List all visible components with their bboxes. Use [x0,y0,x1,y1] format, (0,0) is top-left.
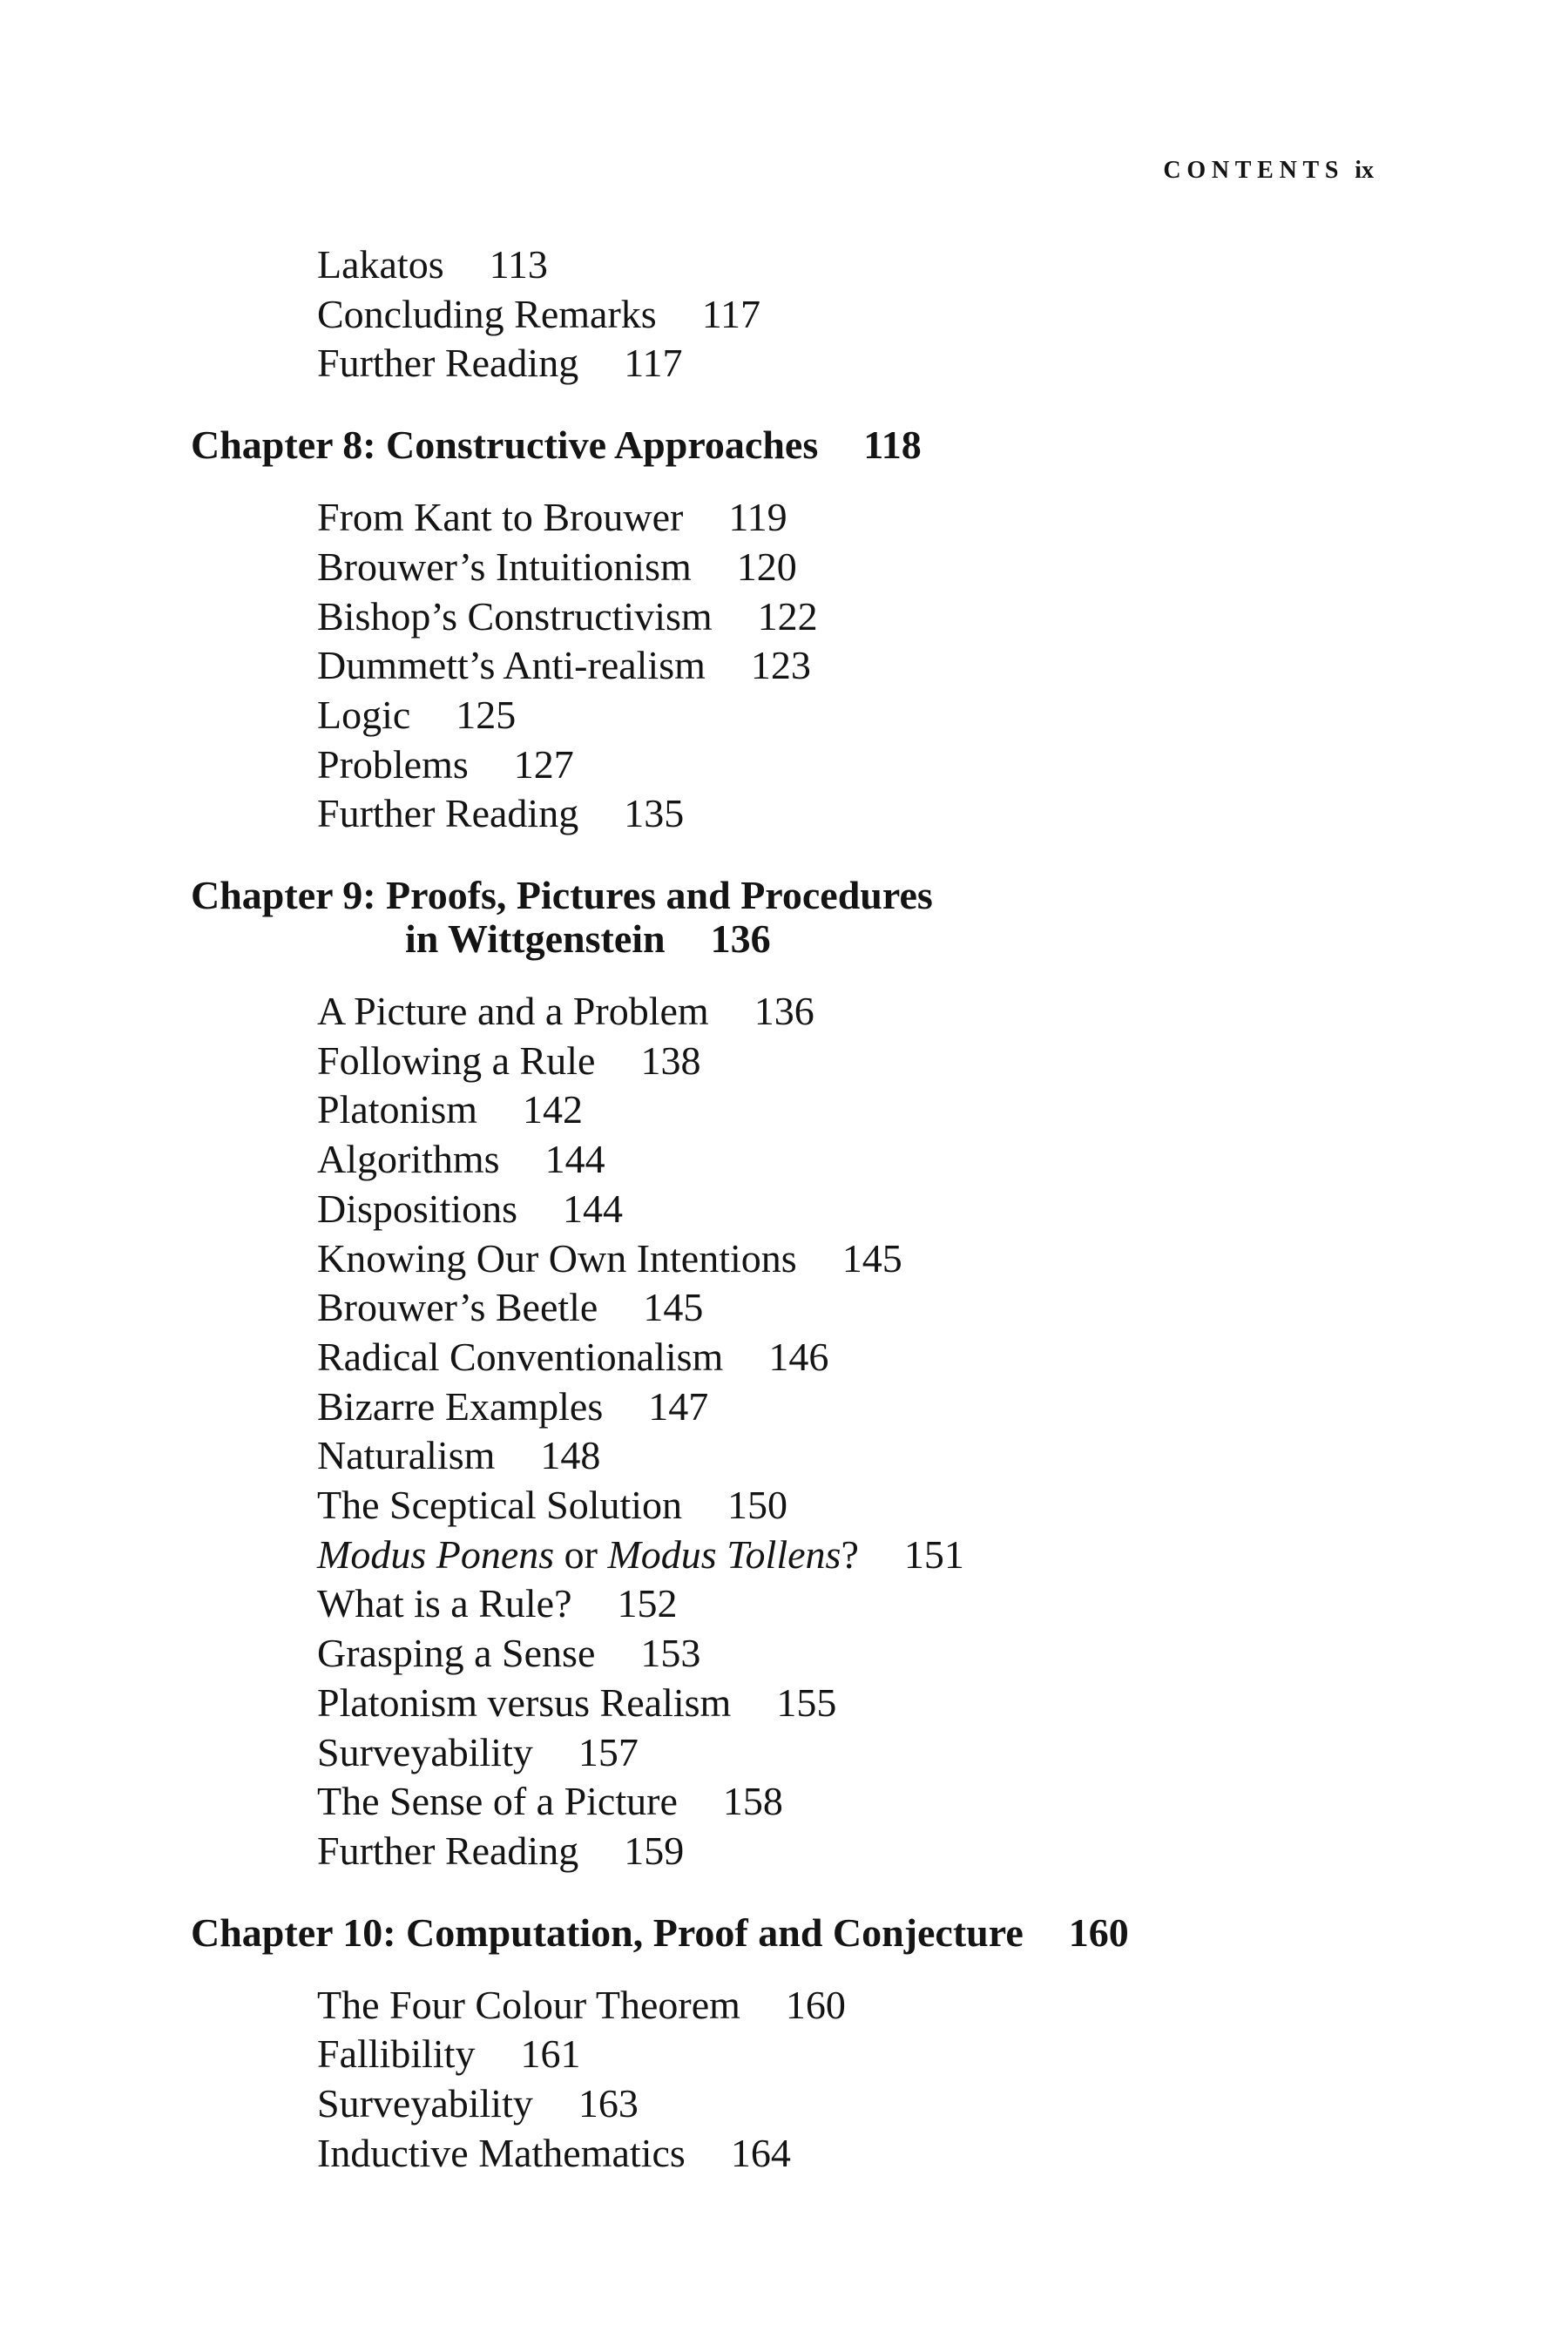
toc-entry-page: 153 [640,1631,701,1676]
toc-entry [317,1234,1568,1284]
toc-entry [317,1679,1568,1728]
chapter-page: 160 [1068,1909,1129,1955]
toc-entry [317,1382,1568,1432]
toc-entry [317,1333,1568,1382]
toc-entry [317,290,1568,340]
toc-entry-title: The Sense of a Picture [317,1779,678,1824]
toc-entry-list [317,1981,1568,2179]
toc-entry-page: 135 [624,791,685,836]
chapter-title: Chapter 9: Proofs, Pictures and Procedures [191,873,933,918]
toc-entry-page: 158 [722,1779,783,1824]
toc-entry-title: The Sceptical Solution [317,1483,683,1528]
toc-entry-page: 157 [578,1729,639,1774]
toc-entry [317,1981,1568,2031]
toc-entry-title: Logic [317,692,411,737]
toc-entry-title: Lakatos [317,242,444,287]
toc-entry [317,1777,1568,1827]
toc-entry-title: Following a Rule [317,1037,596,1083]
toc-entry [317,691,1568,740]
toc-entry [317,592,1568,642]
toc-entry-page: 151 [903,1531,964,1577]
toc-entry [317,1037,1568,1086]
toc-entry-page: 123 [750,643,811,688]
toc-entry [317,1728,1568,1778]
toc-entry-list [317,240,1568,389]
toc-entry-title: Further Reading [317,341,579,386]
running-head [1163,157,1374,185]
toc-entry-page: 159 [624,1828,685,1873]
toc-entry-title: Knowing Our Own Intentions [317,1235,797,1281]
chapter-page: 118 [863,422,922,468]
chapter-title-line2: in Wittgenstein [405,916,666,962]
toc-entry-page: 160 [785,1982,846,2027]
toc-entry [317,1531,1568,1580]
toc-entry-title: From Kant to Brouwer [317,495,684,540]
toc-entry [317,339,1568,389]
toc-entry [317,1283,1568,1333]
toc-entry-title-italic: Modus Tollens [607,1531,841,1577]
table-of-contents [0,240,1568,2179]
toc-entry-page: 117 [624,341,683,386]
toc-entry [317,740,1568,790]
toc-entry-page: 145 [643,1285,704,1330]
toc-entry-page: 161 [520,2031,581,2077]
toc-entry-page: 155 [776,1680,837,1725]
toc-entry [317,240,1568,290]
toc-entry-page: 145 [841,1235,902,1281]
toc-entry [317,1827,1568,1876]
toc-entry-title: Naturalism [317,1433,496,1478]
toc-entry-page: 127 [513,741,574,787]
toc-entry-title: A Picture and a Problem [317,989,709,1034]
toc-entry-title: Bizarre Examples [317,1383,604,1429]
toc-entry-title: Grasping a Sense [317,1631,596,1676]
toc-entry-page: 138 [640,1037,701,1083]
page-number: ix [1355,157,1374,184]
toc-entry-title: Fallibility [317,2031,476,2077]
toc-entry [317,1085,1568,1135]
toc-entry [317,1185,1568,1234]
toc-entry-title [317,1532,859,1577]
toc-entry-page: 136 [754,989,814,1034]
toc-entry-page: 163 [578,2081,639,2126]
toc-entry-title: Dummett’s Anti-realism [317,643,706,688]
toc-entry-page: 147 [648,1383,709,1429]
toc-entry [317,2079,1568,2129]
toc-entry-title: Platonism [317,1087,478,1132]
toc-entry-title: Bishop’s Constructivism [317,593,713,639]
toc-entry [317,1481,1568,1531]
toc-entry-title: Dispositions [317,1186,518,1231]
chapter-heading [191,1911,1568,1955]
toc-entry [317,493,1568,543]
toc-entry-page: 144 [563,1186,624,1231]
toc-entry [317,987,1568,1037]
chapter-page: 136 [710,916,771,962]
toc-entry-list [317,493,1568,839]
chapter-title: Chapter 10: Computation, Proof and Conjecture [191,1909,1024,1955]
toc-entry-title: Concluding Remarks [317,291,657,336]
toc-entry-title: Further Reading [317,791,579,836]
toc-entry-title: Radical Conventionalism [317,1334,724,1379]
running-head-label: CONTENTS [1163,157,1345,184]
chapter-heading [191,874,1568,961]
toc-entry-page: 120 [736,544,797,589]
toc-entry-title-end: ? [841,1531,859,1577]
toc-entry-title-connector: or [554,1531,608,1577]
toc-entry-title-italic: Modus Ponens [317,1531,555,1577]
toc-entry-title: What is a Rule? [317,1581,572,1626]
chapter-title-continuation [191,917,1568,961]
toc-entry-title: Brouwer’s Intuitionism [317,544,692,589]
toc-entry [317,1579,1568,1629]
toc-entry [317,641,1568,691]
toc-entry [317,543,1568,592]
toc-entry [317,2129,1568,2179]
toc-entry-title: The Four Colour Theorem [317,1982,740,2027]
toc-entry-title: Surveyability [317,2081,533,2126]
toc-entry-page: 117 [701,291,760,336]
toc-entry-page: 125 [456,692,517,737]
toc-entry [317,1431,1568,1481]
toc-entry-title: Platonism versus Realism [317,1680,732,1725]
toc-entry [317,2030,1568,2079]
toc-entry-page: 122 [757,593,818,639]
toc-entry-page: 152 [617,1581,678,1626]
toc-entry-page: 146 [768,1334,829,1379]
toc-entry-page: 113 [489,242,548,287]
toc-entry-page: 150 [727,1483,788,1528]
toc-entry-page: 164 [730,2130,791,2175]
toc-entry-title: Further Reading [317,1828,579,1873]
toc-entry [317,789,1568,839]
toc-entry [317,1629,1568,1679]
toc-entry-page: 148 [540,1433,601,1478]
toc-entry-title: Algorithms [317,1137,500,1182]
toc-entry-page: 119 [728,495,787,540]
toc-entry-page: 144 [544,1137,605,1182]
toc-entry-list [317,987,1568,1876]
toc-entry-page: 142 [523,1087,584,1132]
chapter-heading [191,423,1568,467]
chapter-title: Chapter 8: Constructive Approaches [191,422,819,468]
toc-entry-title: Brouwer’s Beetle [317,1285,598,1330]
toc-entry [317,1135,1568,1185]
toc-entry-title: Inductive Mathematics [317,2130,686,2175]
toc-entry-title: Surveyability [317,1729,533,1774]
toc-entry-title: Problems [317,741,469,787]
